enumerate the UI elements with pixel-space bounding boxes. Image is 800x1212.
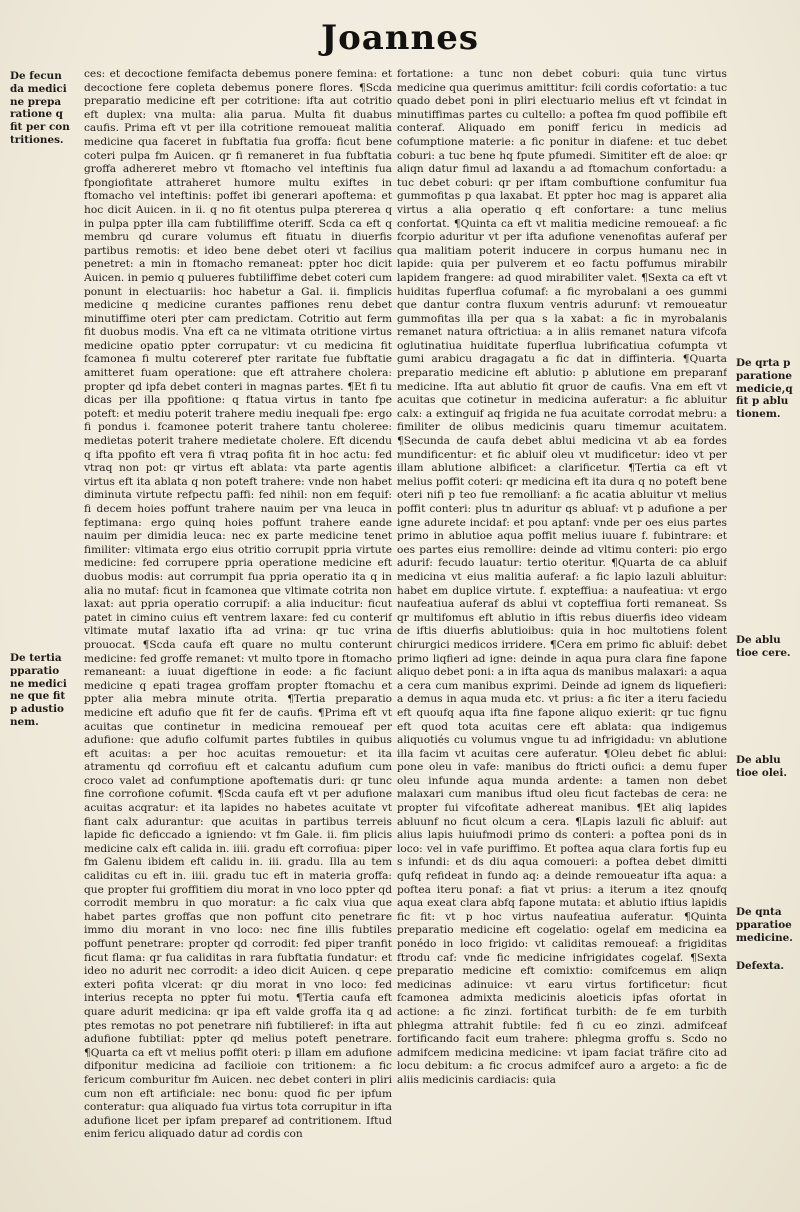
margin-note-right-3: De ablu tioe olei.: [736, 754, 787, 779]
column-right-text: fortatione: a tunc non debet coburi: quia tunc virtus medicine qua querimus amittitur: fcili cordis cofortatio: a tuc quado debet poni in pliri electuario melius eft vt fcindat in minutiffimas partes cu cultello: a poftea fm quod poffibile eft conteraf. Aliquado em poniff fericu in medicis ad cofumptione materie: a fic ponitur in diafene: et tuc debet coburi: a tuc bene hq fpute pfumedi. Simititer eft de aloe: qr aliqn datur fimul ad laxandu a ad ftomachum confortadu: a tuc debet coburi: qr per iftam combuftione confumitur fua gummofitas p qua laxabat. Et ppter hoc mag is apparet alia virtus a alia operatio q eft confortare: a tunc melius confortat. ¶Quinta ca eft vt malitia medicine remoueaf: a fic fcorpio aduritur vt per ifta adufione venenofitas auferaf per qua malitiam poterit inducere in corpus humanu nec in lapide: quia per pulverem et eo factu poffumus mirabilr lapidem frangere: ad quod mirabiliter valet. ¶Sexta ca eft vt huiditas fuperflua cofumaf: a fic myrobalani a oes gummi que dantur contra fluxum ventris adurunf: vt remoueatur gummofitas illa per qua s la xabat: a fic in myrobalanis remanet natura oftrictiua: a in aliis remanet natura vifcofa oglutinatiua huiditate fuperflua lubrificatiua cofumpta vt gumi arabicu dragagatu a fic dat in diffinteria. ¶Quarta preparatio medicine eft ablutio: p ablutione em preparanf medicine. Ifta aut ablutio fit qruor de caufis. Vna em eft vt acuitas que cotinetur in medicina auferatur: a fic abluitur calx: a extinguif aq frigida ne fua acuitate corrodat mebru: a fimiliter de olibus medicinis quaru timemur acuitatem. ¶Secunda de caufa debet ablui medicina vt ab ea fordes mundificentur: et fic abluif oleu vt mudificetur: ideo vt per illam ablutione albificet: a clarificetur. ¶Tertia ca eft vt melius poffit coteri: qr medicina eft ita dura q no poteft bene oteri nifi p teo fue remollianf: a fic acatia abluitur vt melius poffit conteri: plus tn aduritur qs abluaf: vt p adufione a per igne adurete incidaf: et pou aptanf: vnde per oes eius partes primo in ablutioe aqua poffit melius iuuare f. fubintrare: et oes partes eius remollire: deinde ad vltimu conteri: pio ergo adurif: fecudo lauatur: tertio oteritur. ¶Quarta de ca abluif medicina vt eius malitia auferaf: a fic lapio lazuli abluitur: habet em duplice virtute. f. expteffiua: a naufeatiua: vt ergo naufeatiua auferaf ds ablui vt copteffiua forti remaneat. Ss qr multifomus eft ablutio in iftis rebus diuerfis ideo videam de iftis diuerfis ablutioibus: quia in hoc multotiens folent chirurgici medicos irridere. ¶Cera em primo fic abluif: debet primo liqfieri ad igne: deinde in aqua pura clara fine fapone aliquo debet poni: a in ifta aqua ds manibus malaxari: a aqua a cera cum manibus exprimi. Deinde ad ignem ds liquefieri: a demus in aqua muda etc. vt prius: a fic iter a iteru faciedu eft quoufq aqua ifta fine fapone aliquo exierit: qr tuc fignu eft quod tota acuitas cere eft ablata: qua indigemus aliquotiés cu volumus vngue tu ad infrigidadu: vn ablutione illa facim vt acuitas cere auferatur. ¶Oleu debet fic ablui: pone oleu in vafe: manibus do ftricti oufici: a demu fuper oleu infunde aqua munda ardente: a tamen non debet malaxari cum manibus iftud oleu ficut factebas de cera: ne propter fui vifcofitate adhereat manibus. ¶Et aliq lapides abluunf no ficut olcum a cera. ¶Lapis lazuli fic abluif: aut alius lapis huiufmodi primo ds conteri: a poftea poni ds in loco: vel in vafe puriffimo. Et poftea aqua clara fortis fup eu s infundi: et ds diu aqua comoueri: a poftea debet dimitti qufq refideat in fundo aq: a deinde remoueatur ifta aqua: a poftea iteru ponaf: a fiat vt prius: a iterum a itez qnoufq aqua exeat clara abfq fapone mutata: et ablutio iftius lapidis fic fit: vt p hoc virtus naufeatiua auferatur. ¶Quinta preparatio medicine eft cogelatio: ogelaf em medicina ea ponédo in loco frigido: vt caliditas remoueaf: a frigiditas ftrodu caf: vnde fic medicine infrigidates cogelaf. ¶Sexta preparatio medicine eft comixtio: comifcemus em aliqn medicinas adinuice: vt earu virtus fortificetur: ficut fcamonea admixta medicinis aloeticis ipfas ofortat in actione: a fic zinzi. fortificat turbith: de fe em turbith phlegma attrahit fubtile: fed fi cu eo zinzi. admifceaf fortificando facit eum trahere: phlegma groffu s. Scdo no admifcem medicina medicine: vt ipam faciat träfire cito ad locu debitum: a fic crocus admifcef auro a argeto: a fic de aliis medicinis cardiacis: quia: [397, 68, 727, 1086]
page-title: Joannes: [320, 18, 479, 58]
text-column-right: [397, 68, 727, 1198]
margin-note-right-2: De ablu tioe cere.: [736, 634, 791, 659]
text-column-left: [84, 68, 392, 1198]
margin-note-right-1: De qrta p paratione medicie,q fit p ablu tionem.: [736, 357, 793, 421]
margin-note-left-2: De tertia pparatio ne medici ne que fit p adustio nem.: [10, 652, 67, 728]
margin-note-left-1: De fecun da medici ne prepa ratione q fit per con tritiones.: [10, 70, 70, 146]
column-left-text: ces: et decoctione femifacta debemus ponere femina: et decoctione fere copleta debemus ponere flores. ¶Scda preparatio medicine eft per cotritione: ifta aut cotritio eft duplex: vna multa: alia parua. Multa fit duabus caufis. Prima eft vt per illa cotritione remoueat malitia medicine qua faceret in fubftatia fua groffa: ficut bene coteri pulpa fm Auicen. qr fi remaneret in fua fubftatia groffa adhereret mebro vt ftomacho vel inteftinis fua fpongiofitate attraheret humore multu exiftes in ftomacho vel inteftinis: poffet ibi generari apoftema: et hoc dicit Auicen. in ii. q no fit otentus pulpa ptererea q in pulpa ppter illa cam fubtiliffime oteriff. Scda ca eft q membru qd curare volumus eft fituatu in diuerfis partibus remotis: et ideo bene debet oteri vt facilius penetret: a min in ftomacho remaneat: ppter hoc dicit Auicen. in pemio q pulueres fubtiliffime debet coteri cum ponunt in electuariis: hoc habetur a Gal. ii. fimplicis medicine q medicine curantes paffiones renu debet minutiffime oteri pter cam predictam. Cotritio aut ferm fit duobus modis. Vna eft ca ne vltimata otritione virtus medicine opatio ppter corrupatur: vt cu medicina fit fcamonea fi multu cotereref pter raritate fue fubftatie amitteret fuam operatione: que eft attrahere cholera: propter qd ipfa debet conteri in magnas partes. ¶Et fi tu dicas per illa ppofitione: q ftatua virtus in tanto fpe poteft: et mediu poterit trahere mediu inequali fpe: ergo fi pondus i. fcamonee poterit trahere tantu choleree: medietas poterit trahere medietate cholere. Eft dicendu q ifta ppofito eft vera fi vtraq pofita fit in hoc actu: fed vtraq non pot: qr virtus eft ablata: vta parte agentis virtus eft ita ablata q non poteft trahere: vnde non habet diminuta virtute refpectu paffi: fed nihil: non em fequif: fi decem hoies poffunt trahere nauim per vna leuca in feptimana: ergo quinq hoies poffunt trahere eande nauim per dimidia leuca: nec ex parte medicine tenet fimiliter: vltimata ergo eius otritio corrupit ppria virtute medicine: fed corrupere ppria operatione medicine eft duobus modis: aut corrumpit fua ppria operatio ita q in alia no mutaf: ficut in fcamonea que vltimate cotrita non laxat: aut ppria operatio corrupif: a alia inducitur: ficut patet in cimino cuius eft ventrem laxare: fed cu conterif vltimate mutaf laxatio ifta ad vrina: qr tuc vrina prouocat. ¶Scda caufa eft quare no multu conterunt medicine: fed groffe remanet: vt multo tpore in ftomacho remaneant: a iuuat digeftione in eode: a fic faciunt medicine q epati tragea groffam propter ftomachu et ppter alia mebra minute otrita. ¶Tertia preparatio medicine eft adufio que fit fer de caufis. ¶Prima eft vt acuitas que continetur in medicina remoueaf per adufione: que adufio colfumit partes fubtiles in quibus eft acuitas: a per hoc acuitas remouetur: et ita atramentu qd corrofiuu eft et calcantu adufium cum croco valet ad confumptione apoftematis duri: qr tunc fine corrofione cofumit. ¶Scda caufa eft vt per adufione acuitas acqratur: et ita lapides no habetes acuitate vt fiant calx adurantur: que acuitas in partibus terreis lapide fic deficcado a igniendo: vt fm Gale. ii. fim plicis medicine calx eft calida in. iiii. gradu eft corrofiua: piper fm Galenu ibidem eft calidu in. iii. gradu. Illa au tem caliditas cu eft in. iiii. gradu tuc eft in materia groffa: que propter fui groffitiem diu morat in vno loco ppter qd corrodit membru in quo moratur: a fic calx viua que habet partes groffas que non poffunt cito penetrare immo diu morant in vno loco: nec fine illis fubtiles poffunt penetrare: propter qd corrodit: fed piper tranfit ficut flama: qr fua caliditas in rara fubftatia fundatur: et ideo no adurit nec corrodit: a ideo dicit Auicen. q cepe exteri pofita vlcerat: qr diu morat in vno loco: fed interius recepta no ppter fui motu. ¶Tertia caufa eft quare adurit medicina: qr ipa eft valde groffa ita q ad ptes remotas no pot penetrare nifi fubtilieref: in ifta aut adufione fubtiliat: ppter qd melius poteft penetrare. ¶Quarta ca eft vt melius poffit oteri: p illam em adufione difponitur medicina ad facilioie con tritionem: a fic fericum comburitur fm Auicen. nec debet conteri in pliri cum non eft artificiale: nec bonu: quod fic per ipfum conteratur: qua aliquado fua virtus tota corrupitur in ifta adufione licet per ipfam preparef ad contritionem. Iftud enim fericu aliquado datur ad cordis con: [84, 68, 392, 1141]
margin-note-right-5: Defexta.: [736, 960, 785, 972]
margin-note-right-4: De qnta pparatioe medicine.: [736, 906, 793, 944]
